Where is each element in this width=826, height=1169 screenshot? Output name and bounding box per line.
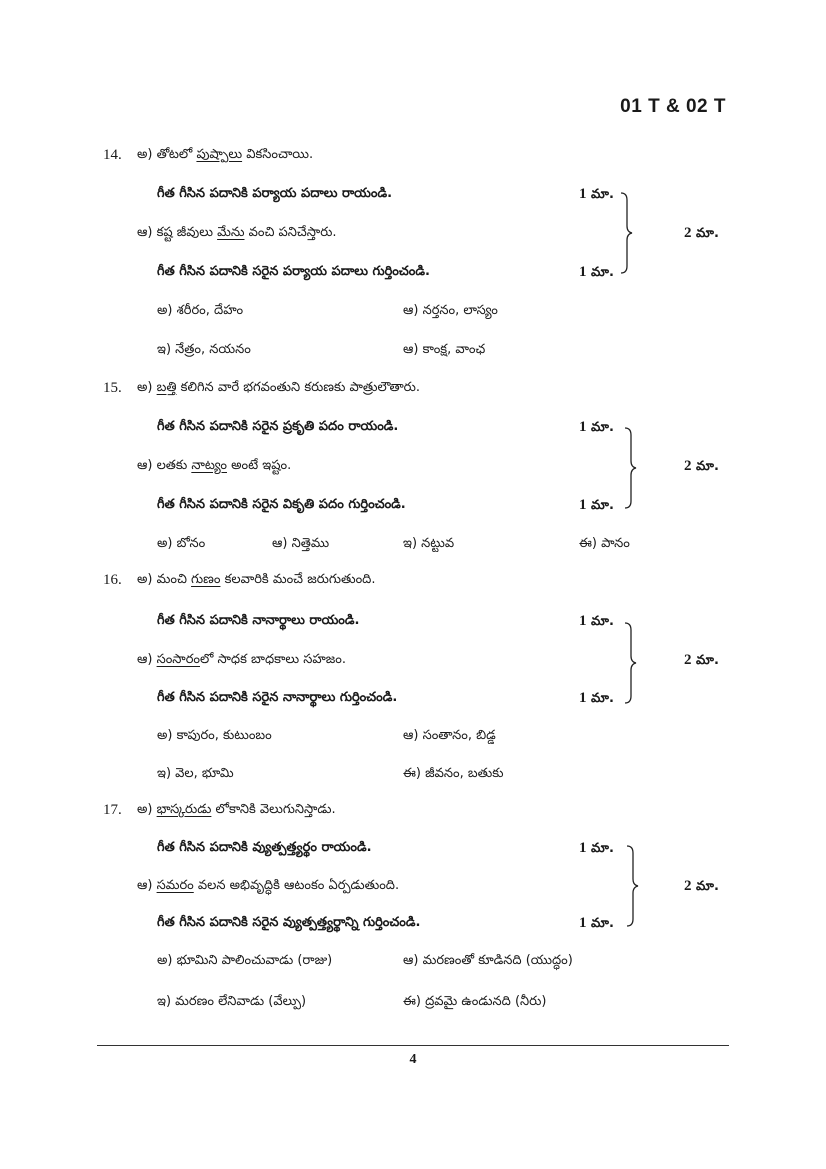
question-number: 16. [103, 572, 122, 588]
marks-two: 2 మా. [684, 878, 719, 894]
question-sentence-b: ఆ) కష్ట జీవులు మేను వంచి పనిచేస్తారు. [137, 225, 337, 240]
question-sentence-b: ఆ) సంసారంలో సాధక బాధకాలు సహజం. [137, 652, 347, 667]
instruction-b: గీత గీసిన పదానికి సరైన నానార్థాలు గుర్తించండి. [157, 690, 398, 705]
option: అ) భూమిని పాలించువాడు (రాజు) [157, 953, 333, 968]
option: ఈ) ద్రవమై ఉండునది (నీరు) [403, 994, 547, 1009]
option: ఆ) నర్తనం, లాస్యం [403, 303, 498, 318]
marks-one: 1 మా. [579, 497, 614, 513]
option: అ) బోనం [157, 536, 206, 551]
question-sentence-b: ఆ) లతకు నాట్యం అంటే ఇష్టం. [137, 458, 292, 473]
marks-one: 1 మా. [579, 186, 614, 202]
marks-one: 1 మా. [579, 264, 614, 280]
question-sentence-a: అ) భాస్కరుడు లోకానికి వెలుగునిస్తాడు. [137, 802, 336, 817]
question-sentence-a: అ) బత్తి కలిగిన వారే భగవంతుని కరుణకు పాత్రులౌతారు. [137, 380, 421, 395]
question-sentence-b: ఆ) సమరం వలన అభివృద్ధికి ఆటంకం ఏర్పడుతుంది. [137, 878, 400, 893]
option: ఆ) సంతానం, బిడ్డ [403, 728, 496, 743]
marks-one: 1 మా. [579, 690, 614, 706]
paper-code: 01 T & 02 T [620, 96, 726, 117]
option: అ) శరీరం, దేహం [157, 303, 244, 318]
instruction-b: గీత గీసిన పదానికి సరైన వ్యుత్పత్త్యర్థాన్ని గుర్తించండి. [157, 915, 421, 930]
instruction-a: గీత గీసిన పదానికి పర్యాయ పదాలు రాయండి. [157, 186, 393, 201]
page-number: 4 [409, 1052, 417, 1067]
option: ఇ) నట్టువ [403, 536, 455, 551]
marks-one: 1 మా. [579, 419, 614, 435]
question-number: 17. [103, 802, 122, 818]
marks-one: 1 మా. [579, 613, 614, 629]
option: ఈ) జీవనం, బతుకు [403, 766, 504, 781]
brace-icon [618, 192, 634, 274]
question-sentence-a: అ) తోటలో పుష్పాలు వికసించాయి. [137, 147, 314, 162]
instruction-b: గీత గీసిన పదానికి సరైన పర్యాయ పదాలు గుర్తించండి. [157, 264, 430, 279]
brace-icon [622, 622, 638, 704]
question-number: 14. [103, 147, 122, 163]
option: ఇ) మరణం లేనివాడు (వేల్పు) [157, 994, 307, 1009]
footer-rule [97, 1045, 729, 1046]
option: ఆ) మరణంతో కూడినది (యుద్ధం) [403, 953, 573, 968]
marks-two: 2 మా. [684, 225, 719, 241]
marks-two: 2 మా. [684, 652, 719, 668]
instruction-a: గీత గీసిన పదానికి సరైన ప్రకృతి పదం రాయండి. [157, 419, 399, 434]
marks-one: 1 మా. [579, 915, 614, 931]
option: ఇ) నేత్రం, నయనం [157, 342, 251, 357]
instruction-a: గీత గీసిన పదానికి నానార్థాలు రాయండి. [157, 613, 360, 628]
instruction-a: గీత గీసిన పదానికి వ్యుత్పత్త్యర్థం రాయండి. [157, 840, 372, 855]
option: ఈ) పానం [579, 536, 630, 551]
question-number: 15. [103, 380, 122, 396]
option: ఆ) కాంక్ష, వాంఛ [403, 342, 486, 357]
option: అ) కాపురం, కుటుంబం [157, 728, 272, 743]
option: ఇ) వెల, భూమి [157, 766, 234, 781]
instruction-b: గీత గీసిన పదానికి సరైన వికృతి పదం గుర్తించండి. [157, 497, 406, 512]
question-sentence-a: అ) మంచి గుణం కలవారికి మంచే జరుగుతుంది. [137, 572, 376, 587]
marks-one: 1 మా. [579, 840, 614, 856]
brace-icon [622, 427, 638, 509]
brace-icon [624, 845, 640, 927]
marks-two: 2 మా. [684, 458, 719, 474]
option: ఆ) నిత్తెము [272, 536, 330, 551]
